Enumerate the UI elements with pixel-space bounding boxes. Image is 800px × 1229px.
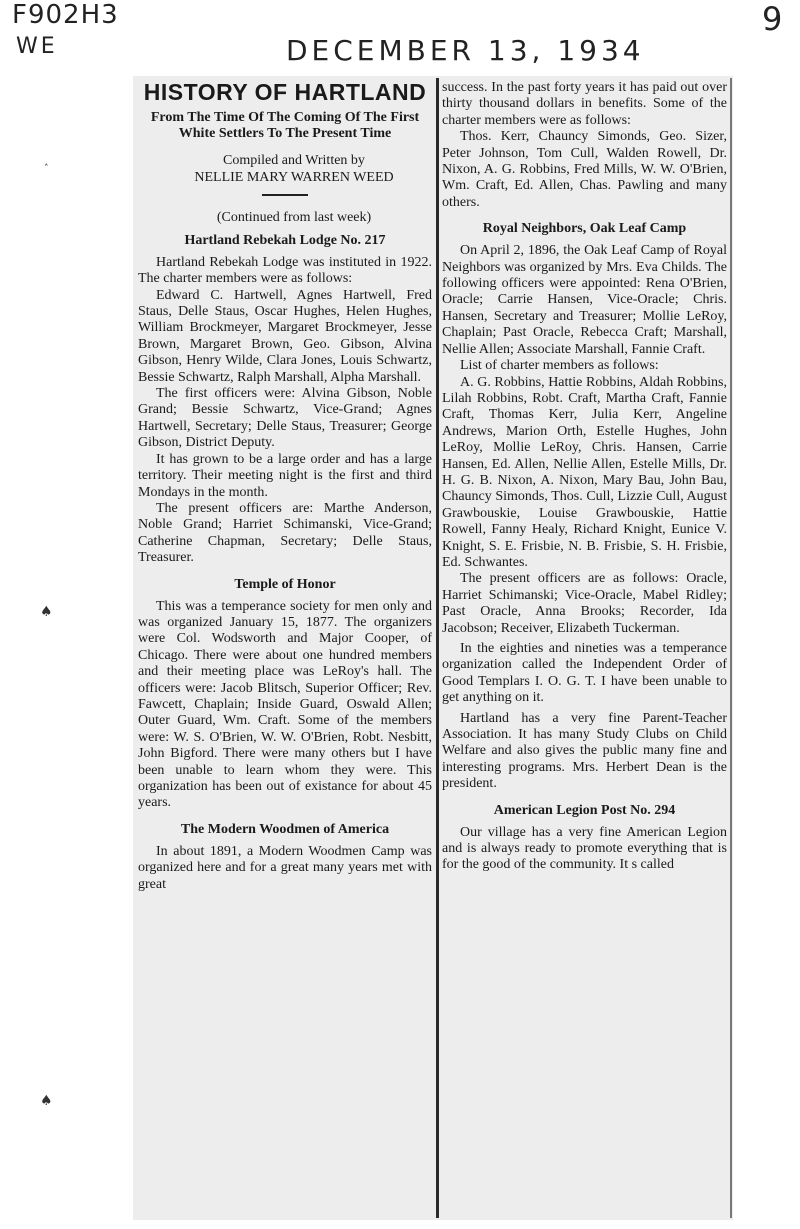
section-heading: Royal Neighbors, Oak Leaf Camp — [482, 221, 687, 237]
paragraph: Hartland Rebekah Lodge was instituted in 1922. The charter members were as follows: — [138, 254, 432, 287]
section-heading: The Modern Woodmen of America — [180, 821, 390, 837]
paragraph: In about 1891, a Modern Woodmen Camp was organized here and for a great many years met with great — [138, 843, 432, 892]
byline-author: NELLIE MARY WARREN WEED — [194, 170, 394, 186]
paragraph: Our village has a very fine American Legion and is always ready to promote everything that is for the good of the community. It s called — [442, 824, 727, 873]
margin-mark: ♠ — [40, 604, 53, 620]
byline-compiled: Compiled and Written by — [223, 153, 365, 169]
paragraph: On April 2, 1896, the Oak Leaf Camp of Royal Neighbors was organized by Mrs. Eva Childs. The following officers were appointed: Rena O'Brien, Oracle; Carrie Hansen, Vice-Oracle; Chris. Hansen, Secretary and Treasurer; Mollie LeRoy, Chaplain; Past Oracle, Rebecca Craft; Marshall, Nellie Allen; Associate Marshall, Fannie Craft. — [442, 243, 727, 357]
paragraph: In the eighties and nineties was a temperance organization called the Independent Order of Good Templars I. O. G. T. I have been unable to get anything on it. — [442, 641, 727, 706]
article-deck: From The Time Of The Coming Of The First White Settlers To The Present Time — [150, 110, 420, 142]
right-column — [442, 80, 727, 874]
clipping-right-edge — [730, 78, 732, 1218]
paragraph: This was a temperance society for men only and was organized January 15, 1877. The organizers were Col. Wodsworth and Major Cooper, of Chicago. There were about one hundred members and their meeting place was LeRoy's hall. The officers were: Jacob Blitsch, Superior Officer; Rev. Fawcett, Chaplain; Inside Guard, Oswald Allen; Outer Guard, Wm. Craft. Some of the members were: W. S. O'Brien, W. W. O'Brien, Robt. Nesbitt, John Bigford. There were many others but I have been unable to learn whom they were. This organization has been out of existance for about 45 years. — [138, 598, 432, 811]
paragraph: The first officers were: Alvina Gibson, Noble Grand; Bessie Schwartz, Vice-Grand; Agnes Hartwell, Secretary; Delle Staus, Treasurer; George Gibson, District Deputy. — [138, 386, 432, 451]
paragraph: The present officers are as follows: Oracle, Harriet Schimanski; Vice-Oracle, Mabel Ridley; Past Oracle, Anna Brooks; Recorder, Ida Jacobson; Receiver, Elizabeth Tuckerman. — [442, 571, 727, 636]
paragraph: A. G. Robbins, Hattie Robbins, Aldah Robbins, Lilah Robbins, Robt. Craft, Martha Craft, Fannie Craft, Thomas Kerr, Julia Kerr, Angeline Andrews, Marion Orth, Estelle Hughes, John LeRoy, Mollie LeRoy, Chris. Hansen, Carrie Hansen, Ed. Allen, Nellie Allen, Estelle Mills, Dr. H. G. B. Nixon, A. Nixon, Mary Bau, John Bau, Chauncy Simonds, Thos. Cull, Lizzie Cull, August Grawbouskie, Louise Grawbouskie, Hattie Rowell, Fanny Healy, Richard Knight, Eunice V. Knight, S. E. Frisbie, N. B. Frisbie, S. H. Frisbie, Ed. Schwantes. — [442, 374, 727, 570]
paragraph: It has grown to be a large order and has a large territory. Their meeting night is the first and third Mondays in the month. — [138, 451, 432, 500]
section-heading: Temple of Honor — [234, 576, 336, 592]
margin-mark: ♠ — [40, 1093, 53, 1109]
continued-note: (Continued from last week) — [216, 210, 372, 226]
paragraph: success. In the past forty years it has paid out over thirty thousand dollars in benefits. Some of the charter members were as follows: — [442, 80, 727, 128]
handwritten-date: DECEMBER 13, 1934 — [286, 34, 645, 67]
paragraph: Hartland has a very fine Parent-Teacher Association. It has many Study Clubs on Child Welfare and also gives the public many fine and interesting programs. Mrs. Herbert Dean is the president. — [442, 710, 727, 792]
paragraph: Edward C. Hartwell, Agnes Hartwell, Fred Staus, Delle Staus, Oscar Hughes, Helen Hughes, William Brockmeyer, Margaret Brockmeyer, Jesse Brown, Margaret Brown, Geo. Gibson, Alvina Gibson, Henry Wilde, Clara Jones, Louis Schwartz, Bessie Schwartz, Ralph Marshall, Alpha Marshall. — [138, 287, 432, 385]
margin-mark: ˰ — [44, 151, 49, 167]
paragraph: List of charter members as follows: — [460, 358, 659, 374]
divider-rule — [262, 194, 308, 196]
handwritten-catalog-code: F902H3 — [12, 0, 119, 30]
paragraph: The present officers are: Marthe Anderson, Noble Grand; Harriet Schimanski, Vice-Grand; Catherine Chapman, Secretary; Delle Staus, Treasurer. — [138, 500, 432, 566]
handwritten-page-number: 9 — [762, 0, 785, 38]
paragraph: Thos. Kerr, Chauncy Simonds, Geo. Sizer, Peter Johnson, Tom Cull, Walden Rowell, Dr. Nixon, A. G. Robbins, Fred Mills, W. W. O'Brien, Wm. Craft, Ed. Allen, Chas. Pawling and many others. — [442, 129, 727, 210]
left-column — [138, 80, 432, 893]
handwritten-initials: WE — [16, 34, 58, 59]
section-heading: Hartland Rebekah Lodge No. 217 — [184, 232, 386, 248]
article-title: HISTORY OF HARTLAND — [143, 79, 427, 105]
section-heading: American Legion Post No. 294 — [493, 802, 676, 818]
column-divider — [436, 78, 439, 1218]
